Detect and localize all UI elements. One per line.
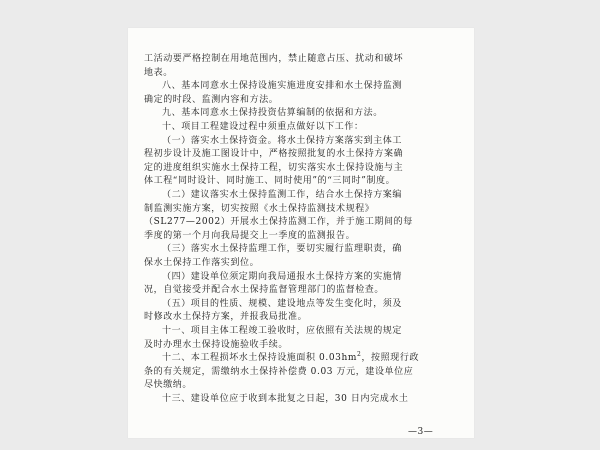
text-line: （五）项目的性质、规模、建设地点等发生变化时，须及	[162, 298, 403, 309]
text-line: 十一、项目主体工程竣工验收时，应依照有关法规的规定	[162, 326, 403, 336]
text-line: 保水土保持工作落实到位。	[144, 258, 260, 268]
text-line: 程初步设计及施工图设计中，严格按照批复的水土保持方案确	[144, 149, 404, 160]
text-line: 体工程“同时设计、同时施工、同时使用”的“三同时”制度。	[144, 176, 396, 187]
text-line: 工活动要严格控制在用地范围内，禁止随意占压、扰动和破坏	[144, 54, 404, 64]
text-line: 八、基本同意水土保持设施实施进度安排和水土保持监测	[162, 81, 403, 92]
text-line: 确定的时段、监测内容和方法。	[144, 94, 279, 105]
text-line: 地表。	[144, 67, 173, 78]
text-line: 况，自觉接受并配合水土保持监督管理部门的监督检查。	[144, 285, 385, 296]
text-line: （四）建设单位须定期向我局通报水土保持方案的实施情	[162, 271, 403, 282]
text-line: 九、基本同意水土保持投资估算编制的依据和方法。	[162, 108, 383, 119]
text-line: （三）落实水土保持监理工作，要切实履行监理职责，确	[162, 244, 403, 255]
text-line: 十、项目工程建设过程中须重点做好以下工作：	[162, 122, 364, 132]
text-line: （SL277—2002）开展水土保持监测工作，并于施工期间的每	[144, 217, 413, 228]
text-line: （一）落实水土保持资金。将水土保持方案落实到主体工	[162, 135, 403, 146]
text-line: 季度的第一个月向我局提交上一季度的监测报告。	[144, 230, 356, 241]
text-line: 定的进度组织实施水土保持工程，切实落实水土保持设施与主	[144, 162, 404, 173]
text-line: 时修改水土保持方案，并报我局批准。	[144, 312, 308, 323]
text-line: 尽快缴纳。	[144, 380, 193, 391]
text-line: 十二、本工程损坏水土保持设施面积 $0.03hm^2$，按照现行政	[162, 351, 420, 364]
document-page-lower	[128, 28, 474, 438]
text-line: 及时办理水土保持设施验收手续。	[144, 339, 289, 350]
text-line: 十三、建设单位应于收到本批复之日起，30 日内完成水土	[162, 394, 409, 404]
document-body-lower	[128, 28, 474, 438]
text-line-suffix: ，按照现行政	[361, 353, 420, 364]
area-unit-superscript: 2	[357, 351, 362, 359]
text-line: 制监测实施方案，切实按照《水土保持监测技术规程》	[144, 203, 375, 214]
text-line: 条的有关规定，需缴纳水土保持补偿费 0.03 万元，建设单位应	[144, 366, 414, 377]
text-line: （二）建议落实水土保持监测工作，结合水土保持方案编	[162, 190, 403, 200]
page-number: —3—	[408, 427, 434, 437]
